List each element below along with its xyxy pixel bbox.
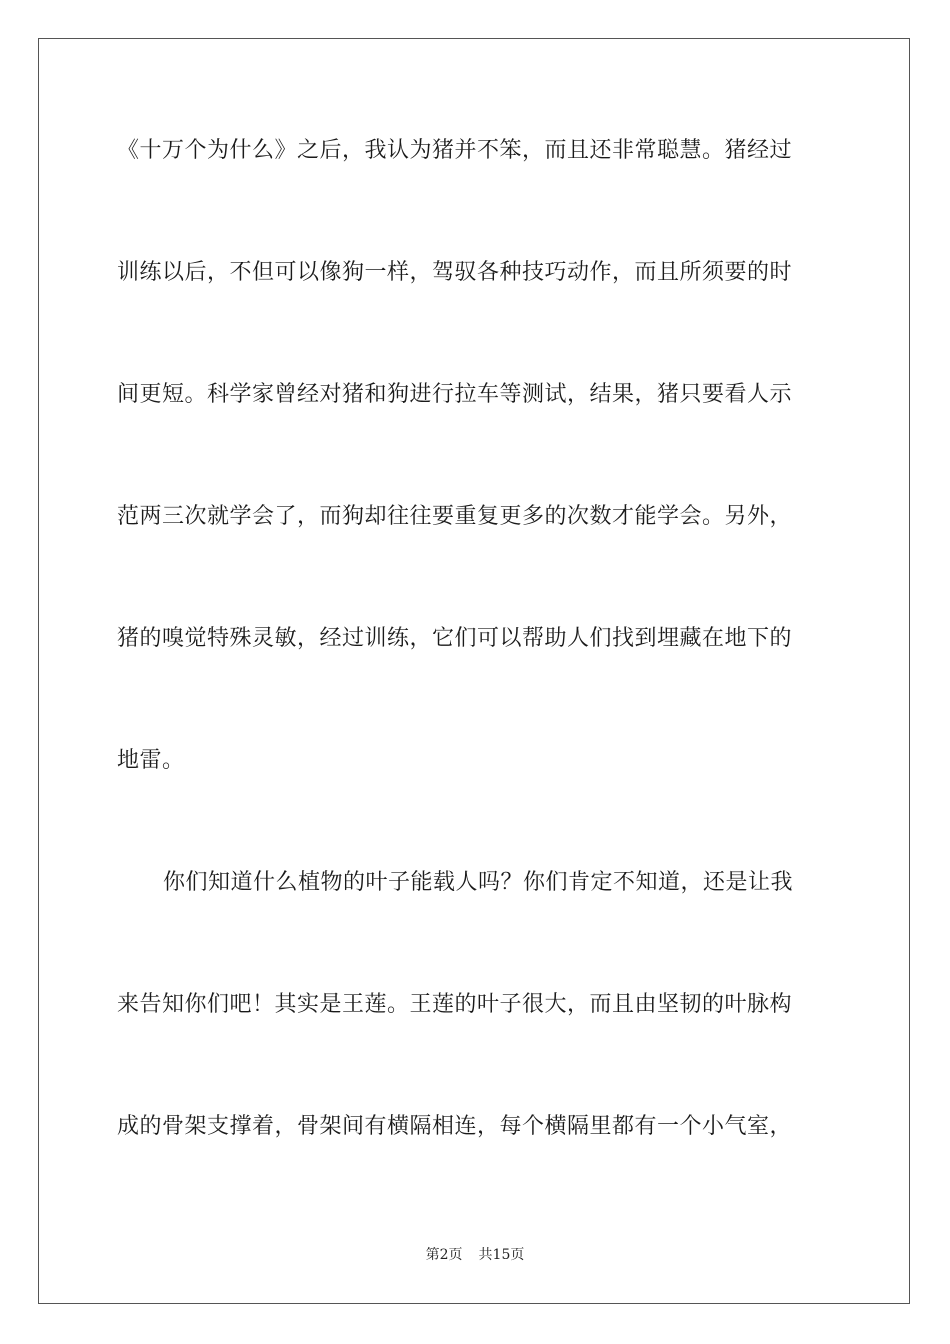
page-footer	[0, 1246, 950, 1264]
text-line-8: 来告知你们吧！其实是王莲。王莲的叶子很大，而且由坚韧的叶脉构	[117, 992, 793, 1017]
text-line-7-paragraph-start: 你们知道什么植物的叶子能载人吗？你们肯定不知道，还是让我	[163, 870, 794, 895]
page-number-current: 第2页	[425, 1247, 463, 1263]
text-line-2: 训练以后，不但可以像狗一样，驾驭各种技巧动作，而且所须要的时	[117, 260, 793, 285]
page-number-total: 共15页	[478, 1247, 525, 1263]
text-line-1: 《十万个为什么》之后，我认为猪并不笨，而且还非常聪慧。猪经过	[117, 138, 793, 163]
text-line-3: 间更短。科学家曾经对猪和狗进行拉车等测试，结果，猪只要看人示	[117, 382, 793, 407]
text-line-9: 成的骨架支撑着，骨架间有横隔相连，每个横隔里都有一个小气室，	[117, 1114, 793, 1139]
text-line-6: 地雷。	[117, 748, 185, 773]
text-line-5: 猪的嗅觉特殊灵敏，经过训练，它们可以帮助人们找到埋藏在地下的	[117, 626, 793, 651]
text-line-4: 范两三次就学会了，而狗却往往要重复更多的次数才能学会。另外，	[117, 504, 793, 529]
